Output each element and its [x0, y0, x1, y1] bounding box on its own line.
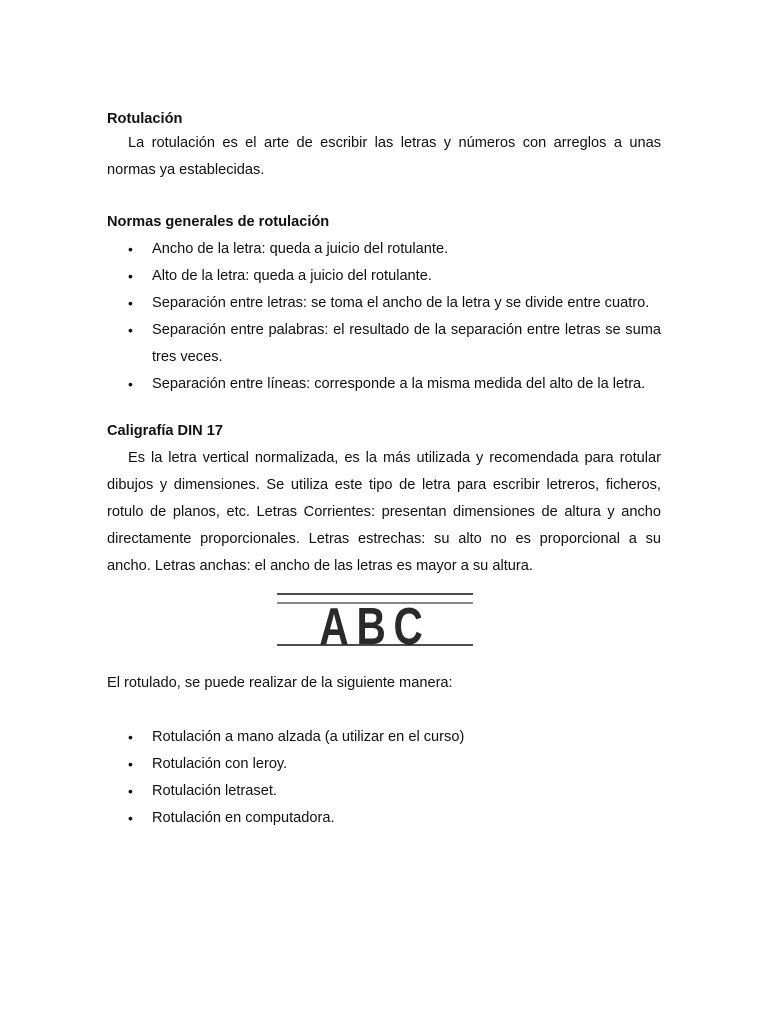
normas-list [107, 236, 661, 398]
list-item-text: Rotulación a mano alzada (a utilizar en el curso) [152, 729, 465, 745]
list-item [107, 263, 661, 290]
list-item [107, 290, 661, 317]
paragraph-rotulacion: La rotulación es el arte de escribir las letras y números con arreglos a unas normas ya establecidas. [107, 135, 661, 178]
din17-letters: ABC [319, 597, 431, 652]
list-item-text: Separación entre letras: se toma el ancho de la letra y se divide entre cuatro. [152, 295, 650, 311]
list-item-text: Separación entre líneas: corresponde a la misma medida del alto de la letra. [152, 376, 646, 392]
paragraph-caligrafia: Es la letra vertical normalizada, es la más utilizada y recomendada para rotular dibujos y dimensiones. Se utiliza este tipo de letra para escribir letreros, ficheros, rotulo de planos, etc. Letras Corrientes: presentan dimensiones de altura y ancho directamente proporcionales. Letras estrechas: su alto no es proporcional a su ancho. Letras anchas: el ancho de las letras es mayor a su altura. [107, 450, 661, 574]
rotulado-list [107, 724, 661, 832]
heading-rotulacion: Rotulación [107, 111, 183, 127]
list-item [107, 236, 661, 263]
bullet-icon: • [128, 756, 133, 772]
list-item-text: Ancho de la letra: queda a juicio del rotulante. [152, 241, 449, 257]
bullet-icon: • [128, 295, 133, 311]
bullet-icon: • [128, 729, 133, 745]
list-item-text: Rotulación con leroy. [152, 756, 288, 772]
list-item-text: Separación entre palabras: el resultado de la separación entre letras se suma tres veces. [152, 322, 661, 365]
document-page [107, 108, 661, 832]
spacer [107, 697, 661, 724]
heading-normas: Normas generales de rotulación [107, 214, 330, 230]
list-item-text: Alto de la letra: queda a juicio del rotulante. [152, 268, 432, 284]
list-item [107, 317, 661, 371]
spacer [107, 398, 661, 420]
list-item-text: Rotulación en computadora. [152, 810, 335, 826]
bullet-icon: • [128, 376, 133, 392]
list-item-text: Rotulación letraset. [152, 783, 277, 799]
list-item [107, 751, 661, 778]
din17-figure [107, 592, 661, 654]
heading-caligrafia: Caligrafía DIN 17 [107, 423, 223, 439]
bullet-icon: • [128, 783, 133, 799]
paragraph-rotulado-intro: El rotulado, se puede realizar de la siguiente manera: [107, 675, 453, 691]
din17-abc-image [275, 592, 475, 652]
bullet-icon: • [128, 322, 133, 338]
list-item [107, 371, 661, 398]
bullet-icon: • [128, 241, 133, 257]
bullet-icon: • [128, 268, 133, 284]
spacer [107, 654, 661, 670]
list-item [107, 724, 661, 751]
spacer [107, 184, 661, 211]
list-item [107, 778, 661, 805]
list-item [107, 805, 661, 832]
bullet-icon: • [128, 810, 133, 826]
